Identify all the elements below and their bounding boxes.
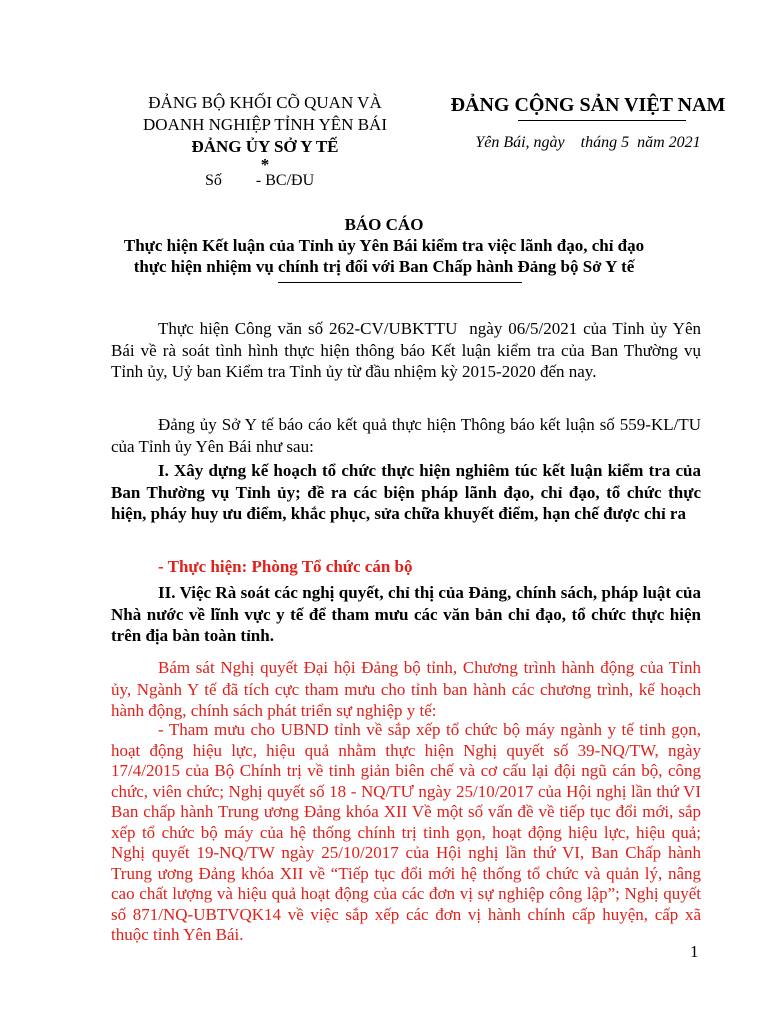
national-header — [438, 94, 738, 152]
star-mark: * — [260, 155, 270, 174]
org-line-1: ĐẢNG BỘ KHỐI CÕ QUAN VÀ — [148, 93, 382, 112]
so-label: Số — [205, 172, 222, 189]
section-1-heading: I. Xây dựng kế hoạch tổ chức thực hiện nghiêm túc kết luận kiểm tra của Ban Thường vụ Tỉnh ủy; đề ra các biện pháp lãnh đạo, chỉ đạo, tổ chức thực hiện, pháy huy ưu điểm, khắc phục, sửa chữa khuyết điểm, hạn chế được chỉ ra — [111, 461, 701, 523]
page-number: 1 — [690, 942, 699, 961]
paragraph-1: Thực hiện Công văn số 262-CV/UBKTTU ngày 06/5/2021 của Tỉnh ủy Yên Bái về rà soát tình hình thực hiện thông báo Kết luận kiểm tra của Ban Thường vụ Tỉnh ủy, Uỷ ban Kiểm tra Tỉnh ủy từ đầu nhiệm kỳ 2015-2020 đến nay. — [111, 319, 706, 381]
report-title — [100, 214, 668, 277]
paragraph-3: Bám sát Nghị quyết Đại hội Đảng bộ tỉnh, Chương trình hành động của Tỉnh ủy, Ngành Y tế đã tích cực tham mưu cho tỉnh ban hành các chương trình, kế hoạch hành động, chính sách phát triển sự nghiệp y tế: — [111, 658, 701, 720]
section-2-heading: II. Việc Rà soát các nghị quyết, chỉ thị của Đảng, chính sách, pháp luật của Nhà nước về lĩnh vực y tế để tham mưu các văn bản chỉ đạo, tổ chức thực hiện trên địa bàn toàn tỉnh. — [111, 583, 701, 645]
issuing-organization — [120, 92, 410, 172]
so-suffix: - BC/ĐU — [255, 172, 315, 189]
org-line-3: ĐẢNG ỦY SỞ Y TẾ — [191, 137, 339, 156]
document-date: Yên Bái, ngày tháng 5 năm 2021 — [475, 134, 701, 151]
paragraph-4: - Tham mưu cho UBND tỉnh về sắp xếp tổ chức bộ máy ngành y tế tinh gọn, hoạt động hiệu lực, hiệu quả nhằm thực hiện Nghị quyết số 39-NQ/TW, ngày 17/4/2015 của Bộ Chính trị về tinh giản biên chế và cơ cấu lại đội ngũ cán bộ, công chức, viên chức; Nghị quyết số 18 - NQ/TƯ ngày 25/10/2017 của Hội nghị lần thứ VI Ban chấp hành Trung ương Đảng khóa XII Về một số vấn đề về tiếp tục đổi mới, sắp xếp tổ chức bộ máy của hệ thống chính trị tinh gọn, hoạt động hiệu lực, hiệu quả; Nghị quyết 19-NQ/TW ngày 25/10/2017 của Hội nghị lần thứ VI, Ban Chấp hành Trung ương Đảng khóa XII về “Tiếp tục đổi mới hệ thống tổ chức và quản lý, nâng cao chất lượng và hiệu quả hoạt động của các đơn vị sự nghiệp công lập”; Nghị quyết số 871/NQ-UBTVQK14 về việc sắp xếp các đơn vị hành chính cấp huyện, cấp xã thuộc tỉnh Yên Bái. — [111, 720, 701, 944]
report-heading: BÁO CÁO — [344, 215, 424, 234]
party-name: ĐẢNG CỘNG SẢN VIỆT NAM — [450, 94, 726, 116]
party-underline — [518, 120, 686, 121]
document-number — [205, 172, 314, 190]
title-divider — [278, 282, 522, 283]
paragraph-2: Đảng ủy Sở Y tế báo cáo kết quả thực hiện Thông báo kết luận số 559-KL/TU của Tỉnh ủy Yên Bái như sau: — [111, 415, 701, 456]
report-subtitle: Thực hiện Kết luận của Tỉnh ủy Yên Bái kiểm tra việc lãnh đạo, chỉ đạo thực hiện nhiệm vụ chính trị đối với Ban Chấp hành Đảng bộ Sở Y tế — [123, 236, 645, 276]
org-line-2: DOANH NGHIỆP TỈNH YÊN BÁI — [143, 115, 387, 134]
section-1-note: - Thực hiện: Phòng Tổ chức cán bộ — [158, 557, 413, 576]
